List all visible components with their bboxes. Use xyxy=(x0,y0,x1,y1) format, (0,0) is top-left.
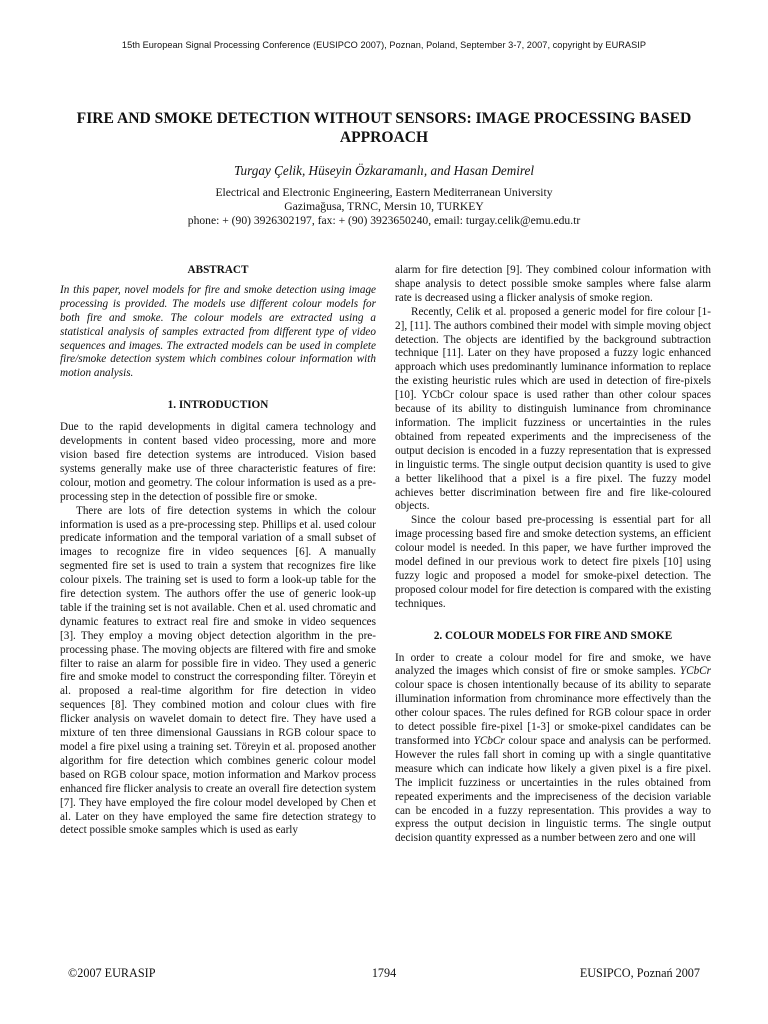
section-1-paragraph-2-continued: alarm for fire detection [9]. They combined colour information with shape analysis to detect possible smoke samples where false alarm rate is decreased using a flicker analysis of smoke region. xyxy=(395,264,711,304)
right-column xyxy=(395,264,711,846)
section-1-paragraph-2: There are lots of fire detection systems in which the colour information is used as a pre-processing step. Phillips et al. used colour predicate information and the temporal variation of a small subset of images to recognize fire in video sequences [6]. A manually segmented fire set is used to train a system that recognizes fire like colour pixels. The training set is used to form a look-up table for the fire detection system. The authors offer the use of generic look-up table if the training set is not available. Chen et al. used chromatic and dynamic features to extract real fire and smoke in video sequences [3]. They employ a moving object detection algorithm in the pre-processing phase. The moving objects are filtered with fire and smoke filter to raise an alarm for possible fire in video. They used a generic fire and smoke model to construct the corresponding filter. Töreyin et al. proposed a real-time algorithm for fire detection in video sequences [8]. They combined motion and colour clues with fire flicker analysis on wavelet domain to detect fire. They have used a mixture of ten three dimensional Gaussians in RGB colour space to model a fire pixel using a training set. Töreyin et al. proposed another algorithm for fire detection which combines generic colour model based on RGB colour space, motion information and Markov process enhanced fire flicker analysis to create an overall fire detection system [7]. They have employed the fire colour model developed by Chen et al. Later on they have employed the same fire detection strategy to detect possible smoke samples which is used as early xyxy=(60,504,376,837)
paper-title: FIRE AND SMOKE DETECTION WITHOUT SENSORS: IMAGE PROCESSING BASED APPROACH xyxy=(76,110,692,146)
abstract-heading: ABSTRACT xyxy=(187,264,249,276)
section-1-paragraph-3: Recently, Celik et al. proposed a generic model for fire colour [1-2], [11]. The authors combined their model with simple moving object detection. The objects are identified by the background subtraction technique [11]. Later on they have proposed a fuzzy logic enhanced approach which uses predominantly luminance information to replace the existing heuristic rules which are used in detection of fire-pixels [10]. YCbCr colour space is used rather than other colour spaces because of its ability to distinguish luminance from chrominance information. The implicit fuzziness or uncertainties in the rules obtained from repeated experiments and the impreciseness of the output decision is encoded in a fuzzy representation that is expressed in linguistic terms. The single output decision quantity is used to give a better likelihood that a pixel is a fire pixel. The fuzzy model achieves better discrimination between fire and fire like-coloured objects. xyxy=(395,305,711,513)
conference-header: 15th European Signal Processing Conference (EUSIPCO 2007), Poznan, Poland, September 3-7, 2007, copyright by EURASIP xyxy=(121,40,647,50)
authors: Turgay Çelik, Hüseyin Özkaramanlı, and Hasan Demirel xyxy=(233,163,535,178)
section-2-heading: 2. COLOUR MODELS FOR FIRE AND SMOKE xyxy=(433,629,673,642)
footer-page-number: 1794 xyxy=(371,966,397,980)
s2-text-start: In order to create a colour model for fire and smoke, we have analyzed the images which consist of fire or smoke samples. xyxy=(395,651,711,678)
footer-copyright: ©2007 EURASIP xyxy=(68,966,156,980)
affiliation-line-1: Electrical and Electronic Engineering, Eastern Mediterranean University xyxy=(215,186,553,199)
affiliation xyxy=(0,186,768,228)
footer-conference: EUSIPCO, Poznań 2007 xyxy=(579,966,700,980)
section-1-heading: 1. INTRODUCTION xyxy=(167,399,269,412)
s2-text-mid: colour space is chosen intentionally because of its ability to separate illumination information from chrominance more effectively than the other colour spaces. The rules defined for RGB colour space in order to detect possible fire-pixel [1-3] or smoke-pixel candidates can be transformed into xyxy=(395,679,711,747)
left-column xyxy=(60,264,376,838)
s2-term-ycbcr-1: YCbCr xyxy=(679,665,711,678)
s2-text-end: colour space and analysis can be performed. However the rules fall short in coming up with a single quantitative measure which can indicate how likely a given pixel is a fire pixel. The implicit fuzziness or uncertainties in the rules obtained from repeated experiments and the impreciseness of the decision variable can be encoded in a fuzzy representation. This provides a way to express the output decision in linguistic terms. The single output decision quantity expressed as a number between zero and one will xyxy=(395,735,711,845)
section-2-paragraph-1 xyxy=(395,652,711,847)
section-1-paragraph-1: Due to the rapid developments in digital camera technology and developments in content based video processing, more and more vision based fire detection systems are introduced. Vision based systems generally make use of three characteristic features of fire: colour, motion and geometry. The colour information is used as a pre-processing step in the detection of possible fire or smoke. xyxy=(60,421,376,503)
affiliation-line-3: phone: + (90) 3926302197, fax: + (90) 3923650240, email: turgay.celik@emu.edu.tr xyxy=(187,214,581,227)
affiliation-line-2: Gazimağusa, TRNC, Mersin 10, TURKEY xyxy=(284,200,484,213)
s2-term-ycbcr-2: YCbCr xyxy=(473,735,505,747)
section-1-paragraph-4: Since the colour based pre-processing is essential part for all image processing based fire and smoke detection systems, an efficient colour model is needed. In this paper, we have further improved the model defined in our previous work to detect fire pixels [10] using fuzzy logic and proposed a model for smoke-pixel detection. The proposed colour model for fire detection is compared with the existing techniques. xyxy=(395,514,711,610)
abstract-text: In this paper, novel models for fire and smoke detection using image processing is provided. The models use different colour models for both fire and smoke. The colour models are extracted using a statistical analysis of samples extracted from different type of video sequences and images. The extracted models can be used in complete fire/smoke detection system which combines colour information with motion analysis. xyxy=(60,283,376,380)
